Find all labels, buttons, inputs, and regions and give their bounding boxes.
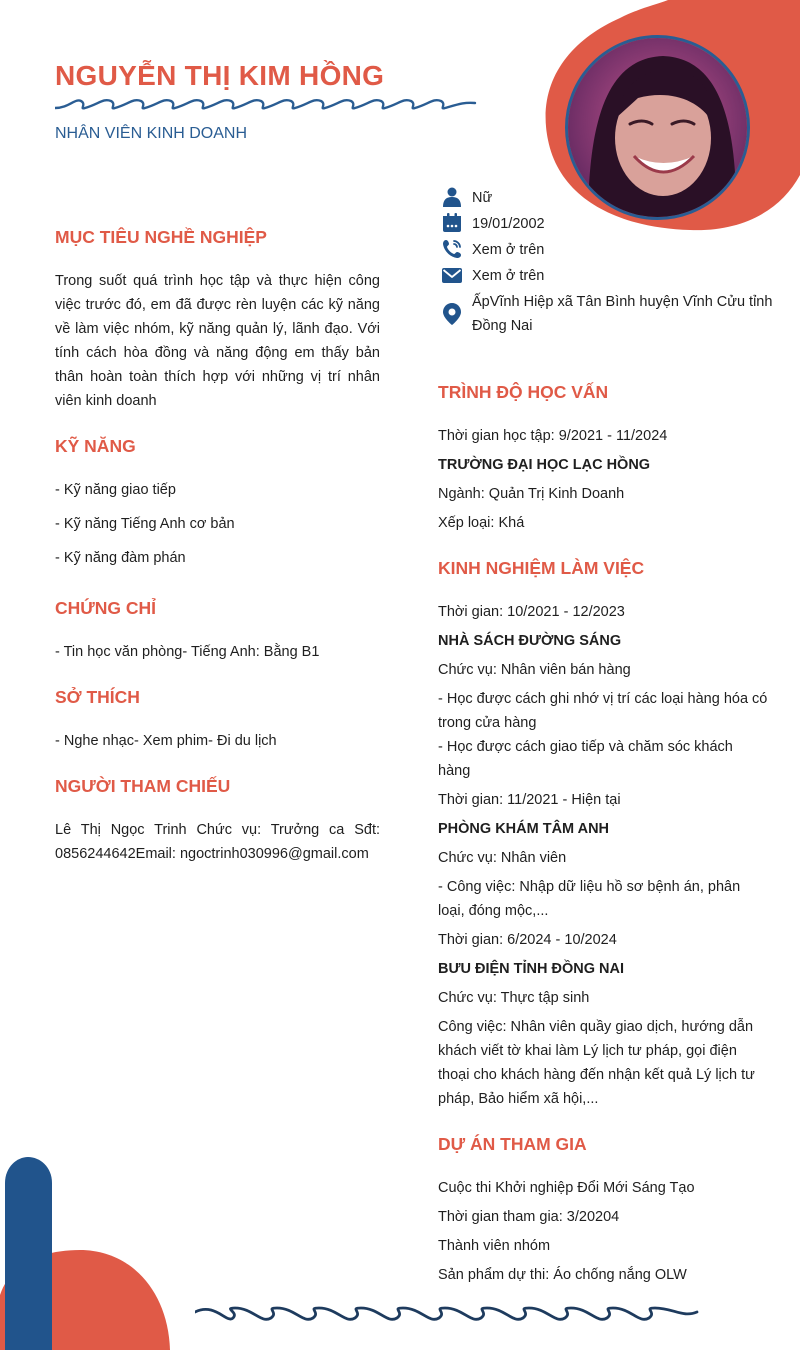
objective-title: MỤC TIÊU NGHỀ NGHIỆP [55, 227, 267, 247]
job-time: Thời gian: 6/2024 - 10/2024 [438, 932, 617, 948]
references-text: Lê Thị Ngọc Trinh Chức vụ: Trưởng ca Sđt: 0856244642Email: ngoctrinh030996@gmail.com [55, 822, 380, 862]
contact-email: Xem ở trên [442, 264, 782, 288]
skill-item: - Kỹ năng Tiếng Anh cơ bản [55, 516, 235, 532]
mail-icon [442, 264, 462, 286]
bottom-left-decoration [0, 1155, 180, 1350]
contact-address: ẤpVĩnh Hiệp xã Tân Bình huyện Vĩnh Cửu tỉnh Đồng Nai [442, 290, 782, 338]
calendar-icon [442, 212, 462, 234]
job-company: BƯU ĐIỆN TỈNH ĐỒNG NAI [438, 961, 625, 977]
skill-item: - Kỹ năng đàm phán [55, 550, 186, 566]
skill-item: - Kỹ năng giao tiếp [55, 482, 176, 498]
projects-title: DỰ ÁN THAM GIA [438, 1134, 587, 1154]
job-position: Chức vụ: Nhân viên [438, 850, 567, 866]
contact-birthday: 19/01/2002 [442, 212, 782, 236]
education-major: Ngành: Quản Trị Kinh Doanh [438, 486, 625, 502]
education-title: TRÌNH ĐỘ HỌC VẤN [438, 382, 609, 402]
project-role: Thành viên nhóm [438, 1238, 551, 1254]
job-description: Công việc: Nhân viên quầy giao dịch, hướng dẫn khách viết tờ khai làm Lý lịch tư pháp, gọi điện thoại cho khách hàng đến nhận kết quả Lý lịch tư pháp, Bảo hiểm xã hội,... [438, 1019, 755, 1107]
project-name: Cuộc thi Khởi nghiệp Đổi Mới Sáng Tạo [438, 1180, 695, 1196]
objective-text: Trong suốt quá trình học tập và thực hiện công việc trước đó, em đã được rèn luyện các kỹ năng về làm việc nhóm, kỹ năng quản lý, lãnh đạo. Với tính cách hòa đồng và năng động em thấy bản thân hoàn toàn thích hợp với những vị trí nhân viên kinh doanh [55, 273, 380, 409]
skills-title: KỸ NĂNG [55, 436, 136, 456]
references-title: NGƯỜI THAM CHIẾU [55, 776, 231, 796]
hobbies-text: - Nghe nhạc- Xem phim- Đi du lịch [55, 733, 277, 749]
phone-icon [442, 238, 462, 260]
person-icon [442, 186, 462, 208]
job-time: Thời gian: 10/2021 - 12/2023 [438, 604, 625, 620]
certificates-text: - Tin học văn phòng- Tiếng Anh: Bằng B1 [55, 644, 320, 660]
location-icon [442, 290, 462, 338]
job-company: PHÒNG KHÁM TÂM ANH [438, 821, 610, 837]
wavy-underline [55, 94, 477, 116]
experience-title: KINH NGHIỆM LÀM VIỆC [438, 558, 645, 578]
job-title: NHÂN VIÊN KINH DOANH [55, 125, 248, 142]
project-time: Thời gian tham gia: 3/20204 [438, 1209, 620, 1225]
job-description: - Học được cách giao tiếp và chăm sóc khách hàng [438, 739, 733, 779]
job-position: Chức vụ: Nhân viên bán hàng [438, 662, 631, 678]
job-position: Chức vụ: Thực tập sinh [438, 990, 590, 1006]
hobbies-title: SỞ THÍCH [55, 687, 140, 707]
certificates-title: CHỨNG CHỈ [55, 598, 157, 618]
education-rank: Xếp loại: Khá [438, 515, 525, 531]
job-time: Thời gian: 11/2021 - Hiện tại [438, 792, 621, 808]
project-product: Sản phẩm dự thi: Áo chống nắng OLW [438, 1267, 687, 1283]
bottom-wavy-decoration [195, 1300, 700, 1332]
contact-phone: Xem ở trên [442, 238, 782, 262]
job-description: - Học được cách ghi nhớ vị trí các loại hàng hóa có trong cửa hàng [438, 691, 768, 731]
job-company: NHÀ SÁCH ĐƯỜNG SÁNG [438, 633, 622, 649]
education-time: Thời gian học tập: 9/2021 - 11/2024 [438, 428, 668, 444]
education-school: TRƯỜNG ĐẠI HỌC LẠC HỒNG [438, 457, 651, 473]
job-description: - Công việc: Nhập dữ liệu hồ sơ bệnh án, phân loại, đóng mộc,... [438, 879, 741, 919]
contact-gender: Nữ [442, 186, 782, 210]
full-name: NGUYỄN THỊ KIM HỒNG [55, 60, 385, 91]
